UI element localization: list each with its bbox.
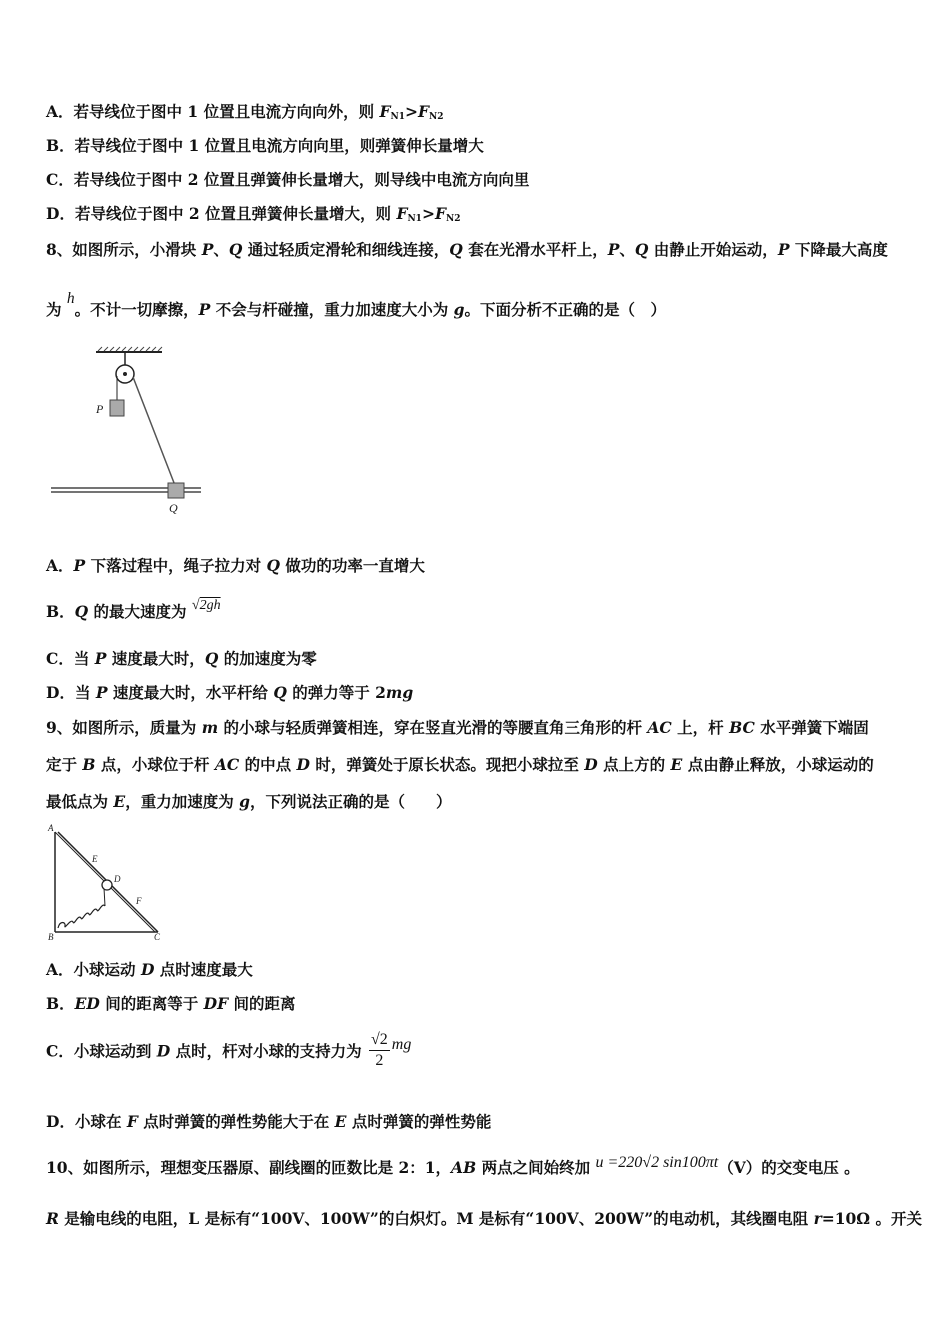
q9-label-f: F: [136, 896, 142, 906]
q9-option-c: C．小球运动到 D 点时，杆对小球的支持力为 $\frac{√2}{2}$ mg: [46, 1031, 412, 1069]
q8-pulley-figure: [46, 340, 216, 520]
q9-triangle-figure: [44, 822, 174, 946]
q8-option-d: D．当 P 速度最大时，水平杆给 Q 的弹力等于 2mg: [46, 683, 414, 702]
q8-option-c: C．当 P 速度最大时，Q 的加速度为零: [46, 649, 317, 668]
q8-label-q: Q: [169, 501, 178, 515]
q9-label-e: E: [92, 854, 98, 864]
q9-stem-line1: 9、如图所示，质量为 m 的小球与轻质弹簧相连，穿在竖直光滑的等腰直角三角形的杆 AC 上，杆 BC 水平弹簧下端固: [46, 718, 869, 737]
q8-stem-line1: 8、如图所示，小滑块 P、Q 通过轻质定滑轮和细线连接，Q 套在光滑水平杆上，P、Q 由静止开始运动，P 下降最大高度: [46, 240, 888, 259]
q9-option-b: B．ED 间的距离等于 DF 间的距离: [46, 994, 296, 1013]
q9-label-b: B: [48, 932, 54, 942]
q7-option-a: A．若导线位于图中 1 位置且电流方向向外，则 $F_{N1}>F_{N2}$: [46, 102, 444, 122]
q9-option-a: A．小球运动 D 点时速度最大: [46, 960, 253, 979]
q9-option-d: D．小球在 F 点时弹簧的弹性势能大于在 E 点时弹簧的弹性势能: [46, 1112, 492, 1131]
q9-label-c: C: [154, 932, 161, 942]
q10-stem-line1: 10、如图所示，理想变压器原、副线圈的匝数比是 2：1，AB 两点之间始终加 u =220√2 sin100πt（V）的交变电压 。: [46, 1154, 860, 1177]
q7-option-c: C．若导线位于图中 2 位置且弹簧伸长量增大，则导线中电流方向向里: [46, 170, 530, 189]
q9-stem-line2: 定于 B 点，小球位于杆 AC 的中点 D 时，弹簧处于原长状态。现把小球拉至 D 点上方的 E 点由静止释放，小球运动的: [46, 755, 874, 774]
q9-label-d: D: [114, 874, 121, 884]
q7-option-b: B．若导线位于图中 1 位置且电流方向向里，则弹簧伸长量增大: [46, 136, 484, 155]
q9-label-a: A: [48, 823, 54, 833]
q8-stem-line2: 为 h。不计一切摩擦，P 不会与杆碰撞，重力加速度大小为 g。下面分析不正确的是（ ）: [46, 290, 666, 319]
q10-stem-line2: R 是输电线的电阻，L 是标有“100V、100W”的白炽灯。M 是标有“100V、200W”的电动机，其线圈电阻 r=10Ω 。开关: [46, 1209, 922, 1228]
q9-stem-line3: 最低点为 E，重力加速度为 g，下列说法正确的是（ ）: [46, 792, 452, 811]
q8-option-b: B．Q 的最大速度为 √2gh: [46, 598, 221, 621]
q7-option-d: D．若导线位于图中 2 位置且弹簧伸长量增大，则 $F_{N1}>F_{N2}$: [46, 204, 461, 224]
q8-label-p: P: [96, 402, 104, 416]
q8-option-a: A．P 下落过程中，绳子拉力对 Q 做功的功率一直增大: [46, 556, 425, 575]
